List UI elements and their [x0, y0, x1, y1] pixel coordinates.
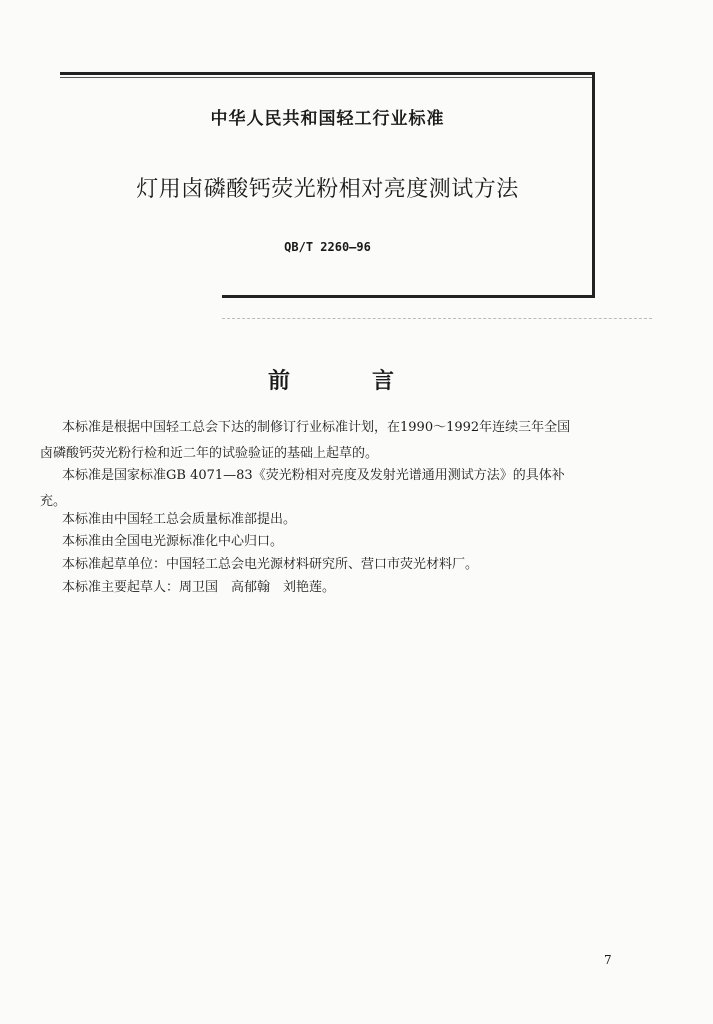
frame-top-rule: [60, 72, 595, 75]
faint-separator: [222, 318, 652, 319]
standard-organization: 中华人民共和国轻工行业标准: [210, 109, 445, 129]
standard-title: 灯用卤磷酸钙荧光粉相对亮度测试方法: [136, 177, 519, 202]
page-number: 7: [604, 953, 612, 967]
paragraph-5: 本标准起草单位：中国轻工总会电光源材料研究所、营口市荧光材料厂。: [62, 557, 479, 572]
paragraph-2-line-1: 本标准是国家标准GB 4071—83《荧光粉相对亮度及发射光谱通用测试方法》的具体补: [62, 468, 565, 483]
paragraph-4: 本标准由全国电光源标准化中心归口。: [62, 534, 284, 549]
paragraph-6: 本标准主要起草人：周卫国 高郁翰 刘艳莲。: [62, 580, 336, 595]
paragraph-1-line-1: 本标准是根据中国轻工总会下达的制修订行业标准计划，在1990～1992年连续三年全国: [62, 420, 571, 435]
section-heading: 前 言: [268, 369, 425, 394]
standard-code: QB/T 2260—96: [284, 240, 371, 254]
frame-top-rule-thin: [60, 77, 595, 78]
paragraph-1-line-2: 卤磷酸钙荧光粉行检和近二年的试验验证的基础上起草的。: [40, 446, 379, 461]
frame-bottom-rule: [222, 295, 595, 298]
paragraph-3: 本标准由中国轻工总会质量标准部提出。: [62, 512, 297, 527]
paragraph-2-line-2: 充。: [40, 494, 67, 509]
